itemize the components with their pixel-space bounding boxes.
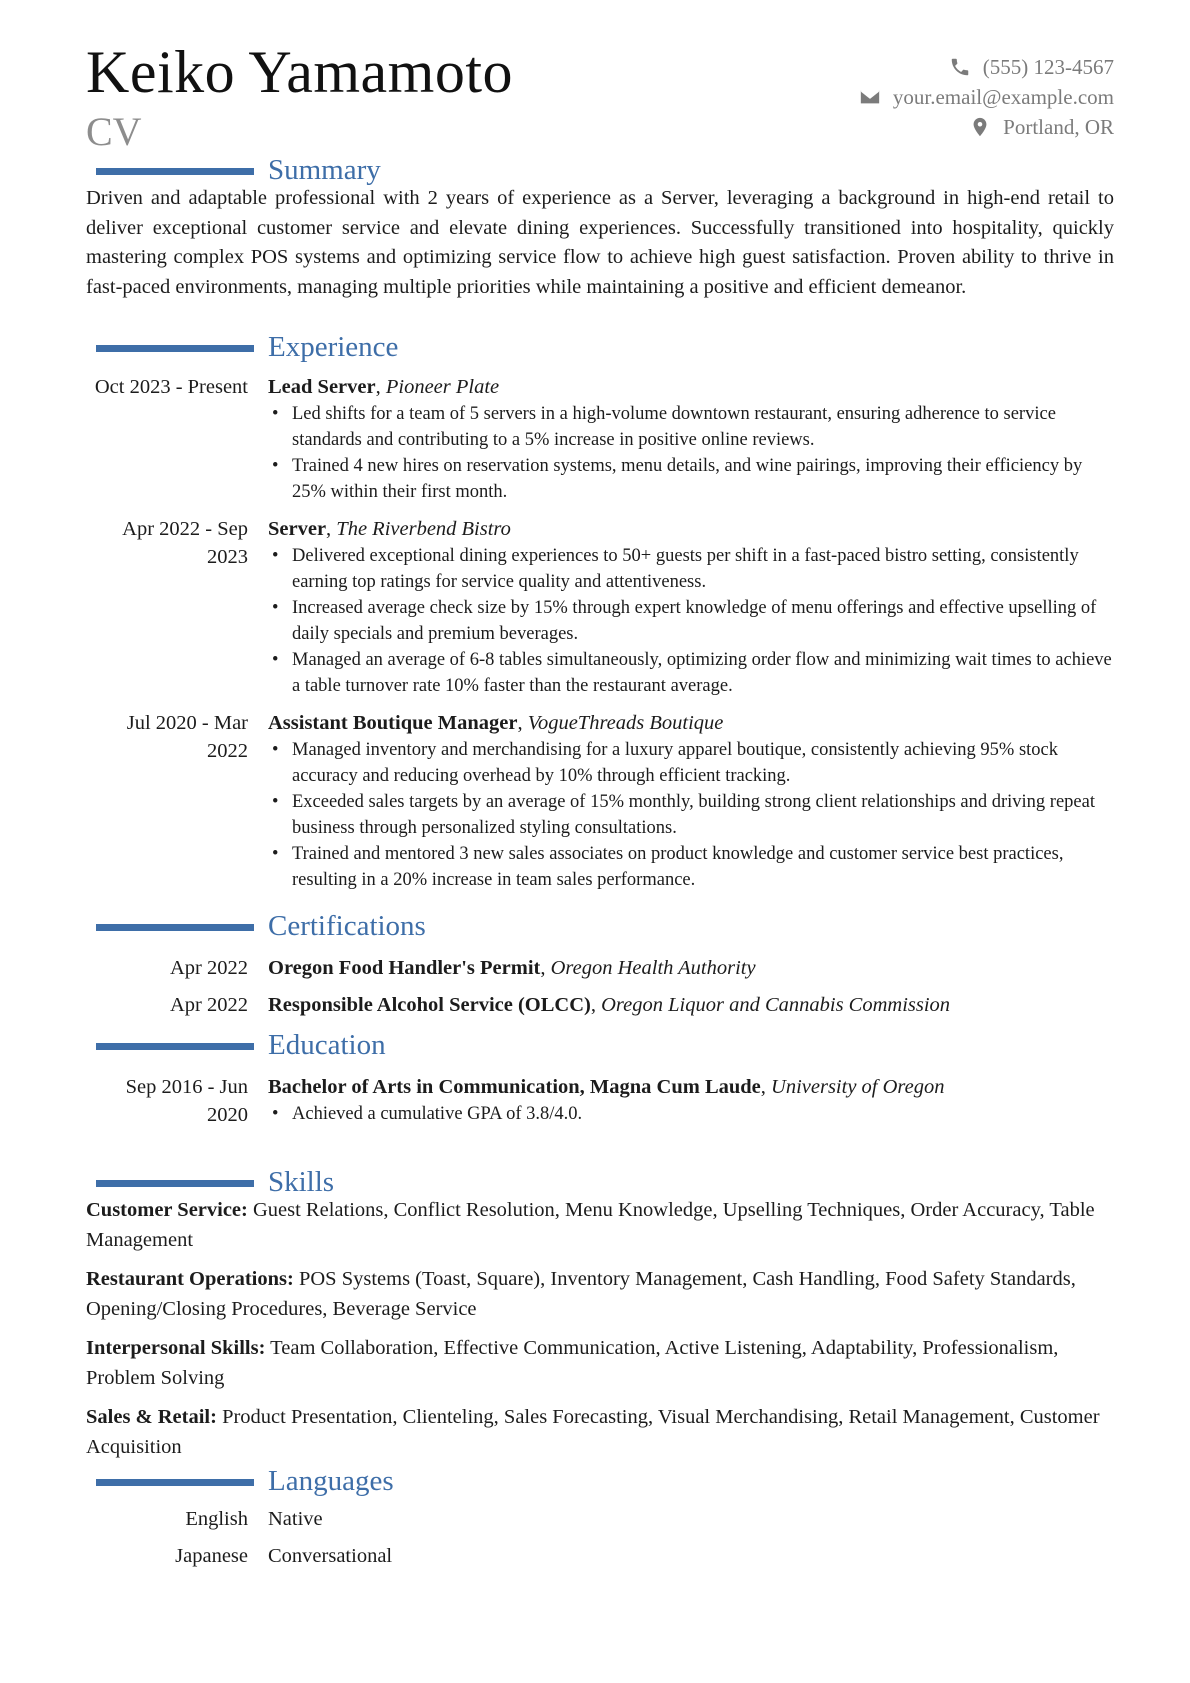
certification-name: Oregon Food Handler's Permit <box>268 957 541 979</box>
education-body <box>268 1073 1114 1129</box>
map-pin-icon <box>969 116 991 138</box>
job-entry <box>86 373 1114 505</box>
skill-group-text: POS Systems (Toast, Square), Inventory Management, Cash Handling, Food Safety Standards, Opening/Closing Procedures, Beverage Service <box>86 1268 1076 1320</box>
job-entry <box>86 515 1114 699</box>
certification-entry <box>86 954 1114 982</box>
job-bullet: • Managed inventory and merchandising for a luxury apparel boutique, consistently achieving 95% stock accuracy and reducing overhead by 10% through efficient tracking. <box>292 737 1114 789</box>
skill-group-label: Interpersonal Skills: <box>86 1337 266 1359</box>
job-bullets <box>268 737 1114 893</box>
section-rule <box>96 1043 254 1050</box>
section-rule <box>96 1479 254 1486</box>
skill-group-label: Restaurant Operations: <box>86 1268 294 1290</box>
skill-group-text: Guest Relations, Conflict Resolution, Menu Knowledge, Upselling Techniques, Order Accuracy, Table Management <box>86 1199 1095 1251</box>
contact-phone[interactable] <box>859 52 1114 82</box>
certification-title: Oregon Food Handler's Permit, Oregon Health Authority <box>268 957 756 979</box>
language-name: Japanese <box>175 1545 248 1567</box>
job-dates-text: Jul 2020 - Mar 2022 <box>126 712 248 762</box>
certifications-section <box>86 912 1114 1029</box>
language-level: Conversational <box>268 1545 393 1567</box>
job-title: Server, The Riverbend Bistro <box>268 518 511 540</box>
job-bullet: • Trained and mentored 3 new sales associates on product knowledge and customer service best practices, resulting in a 20% increase in team sales performance. <box>292 841 1114 893</box>
job-list <box>86 373 1114 893</box>
job-title: Assistant Boutique Manager, VogueThreads Boutique <box>268 712 724 734</box>
section-title: Certifications <box>268 910 426 942</box>
certification-issuer: Oregon Liquor and Cannabis Commission <box>601 994 951 1016</box>
job-dates-text: Apr 2022 - Sep 2023 <box>122 518 248 568</box>
section-rule <box>96 924 254 931</box>
education-dates: Sep 2016 - Jun 2020 <box>125 1076 248 1126</box>
job-bullet: • Increased average check size by 15% through expert knowledge of menu offerings and effective upselling of daily specials and premium beverages. <box>292 595 1114 647</box>
phone-icon <box>949 56 971 78</box>
certification-issuer: Oregon Health Authority <box>550 957 756 979</box>
section-title: Summary <box>268 154 381 186</box>
email-text: your.email@example.com <box>892 84 1114 109</box>
summary-heading <box>86 156 1114 190</box>
contact-email[interactable] <box>859 82 1114 112</box>
job-body <box>268 515 1114 699</box>
certifications-heading <box>86 912 1114 946</box>
education-degree: Bachelor of Arts in Communication, Magna Cum Laude <box>268 1076 761 1098</box>
job-dates <box>86 373 248 505</box>
job-bullet: • Delivered exceptional dining experiences to 50+ guests per shift in a fast-paced bistro setting, consistently earning top ratings for service quality and attentiveness. <box>292 543 1114 595</box>
skill-group <box>86 1265 1114 1324</box>
certification-title: Responsible Alcohol Service (OLCC), Oregon Liquor and Cannabis Commission <box>268 994 951 1016</box>
certification-name: Responsible Alcohol Service (OLCC) <box>268 994 591 1016</box>
job-body <box>268 709 1114 893</box>
education-bullet: • Achieved a cumulative GPA of 3.8/4.0. <box>292 1101 1114 1127</box>
languages-section <box>86 1467 1114 1575</box>
summary-section <box>86 156 1114 302</box>
section-title: Experience <box>268 331 399 363</box>
education-heading <box>86 1031 1114 1065</box>
job-company: VogueThreads Boutique <box>527 712 724 734</box>
phone-text: (555) 123-4567 <box>982 54 1114 79</box>
experience-section <box>86 333 1114 903</box>
candidate-name: Keiko Yamamoto <box>86 39 513 105</box>
envelope-icon <box>859 86 881 108</box>
job-company: The Riverbend Bistro <box>336 518 511 540</box>
summary-text: Driven and adaptable professional with 2 years of experience as a Server, leveraging a background in high-end retail to deliver exceptional customer service and elevate dining experiences. Successfully transitioned into hospitality, quickly mastering complex POS systems and optimizing service flow to achieve high guest satisfaction. Proven ability to thrive in fast-paced environments, managing multiple priorities while maintaining a positive and efficient demeanor. <box>86 187 1114 298</box>
document-subtitle: CV <box>86 109 142 154</box>
job-dates <box>86 515 248 699</box>
language-row <box>86 1538 1114 1575</box>
education-list <box>86 1073 1114 1129</box>
skill-group <box>86 1403 1114 1462</box>
job-bullets <box>268 401 1114 505</box>
job-role: Lead Server <box>268 376 376 398</box>
skill-group <box>86 1196 1114 1255</box>
job-bullets <box>268 543 1114 699</box>
certification-date: Apr 2022 <box>169 957 248 979</box>
section-rule <box>96 345 254 352</box>
job-dates-text: Oct 2023 - Present <box>94 376 248 398</box>
job-role: Assistant Boutique Manager <box>268 712 518 734</box>
education-bullets <box>268 1101 1114 1127</box>
skills-heading <box>86 1168 1114 1202</box>
skill-groups <box>86 1196 1114 1462</box>
section-title: Languages <box>268 1465 394 1497</box>
certification-date: Apr 2022 <box>169 994 248 1016</box>
job-bullet: • Trained 4 new hires on reservation systems, menu details, and wine pairings, improving their efficiency by 25% within their first month. <box>292 453 1114 505</box>
languages-heading <box>86 1467 1114 1501</box>
skill-group-label: Customer Service: <box>86 1199 248 1221</box>
skill-group <box>86 1334 1114 1393</box>
education-school: University of Oregon <box>771 1076 945 1098</box>
job-dates <box>86 709 248 893</box>
skill-group-text: Product Presentation, Clienteling, Sales Forecasting, Visual Merchandising, Retail Management, Customer Acquisition <box>86 1406 1100 1458</box>
job-role: Server <box>268 518 327 540</box>
location-text: Portland, OR <box>1003 114 1114 139</box>
skills-section <box>86 1168 1114 1472</box>
job-body <box>268 373 1114 505</box>
certification-list <box>86 954 1114 1019</box>
job-company: Pioneer Plate <box>385 376 500 398</box>
language-name: English <box>185 1508 248 1530</box>
job-bullet: • Exceeded sales targets by an average of 15% monthly, building strong client relationships and driving repeat business through personalized styling consultations. <box>292 789 1114 841</box>
job-title: Lead Server, Pioneer Plate <box>268 376 500 398</box>
section-rule <box>96 168 254 175</box>
skill-group-text: Team Collaboration, Effective Communication, Active Listening, Adaptability, Professionalism, Problem Solving <box>86 1337 1059 1389</box>
contact-location <box>859 112 1114 142</box>
education-section <box>86 1031 1114 1139</box>
certification-entry <box>86 991 1114 1019</box>
section-title: Education <box>268 1029 386 1061</box>
language-level: Native <box>268 1508 323 1530</box>
language-list <box>86 1501 1114 1575</box>
section-title: Skills <box>268 1166 335 1198</box>
education-entry <box>86 1073 1114 1129</box>
education-title: Bachelor of Arts in Communication, Magna Cum Laude, University of Oregon <box>268 1076 945 1098</box>
language-row <box>86 1501 1114 1538</box>
job-entry <box>86 709 1114 893</box>
contact-block <box>859 52 1114 142</box>
skill-group-label: Sales & Retail: <box>86 1406 217 1428</box>
job-bullet: • Led shifts for a team of 5 servers in a high-volume downtown restaurant, ensuring adherence to service standards and contributing to a 5% increase in positive online reviews. <box>292 401 1114 453</box>
section-rule <box>96 1180 254 1187</box>
experience-heading <box>86 333 1114 367</box>
job-bullet: • Managed an average of 6-8 tables simultaneously, optimizing order flow and minimizing wait times to achieve a table turnover rate 10% faster than the restaurant average. <box>292 647 1114 699</box>
